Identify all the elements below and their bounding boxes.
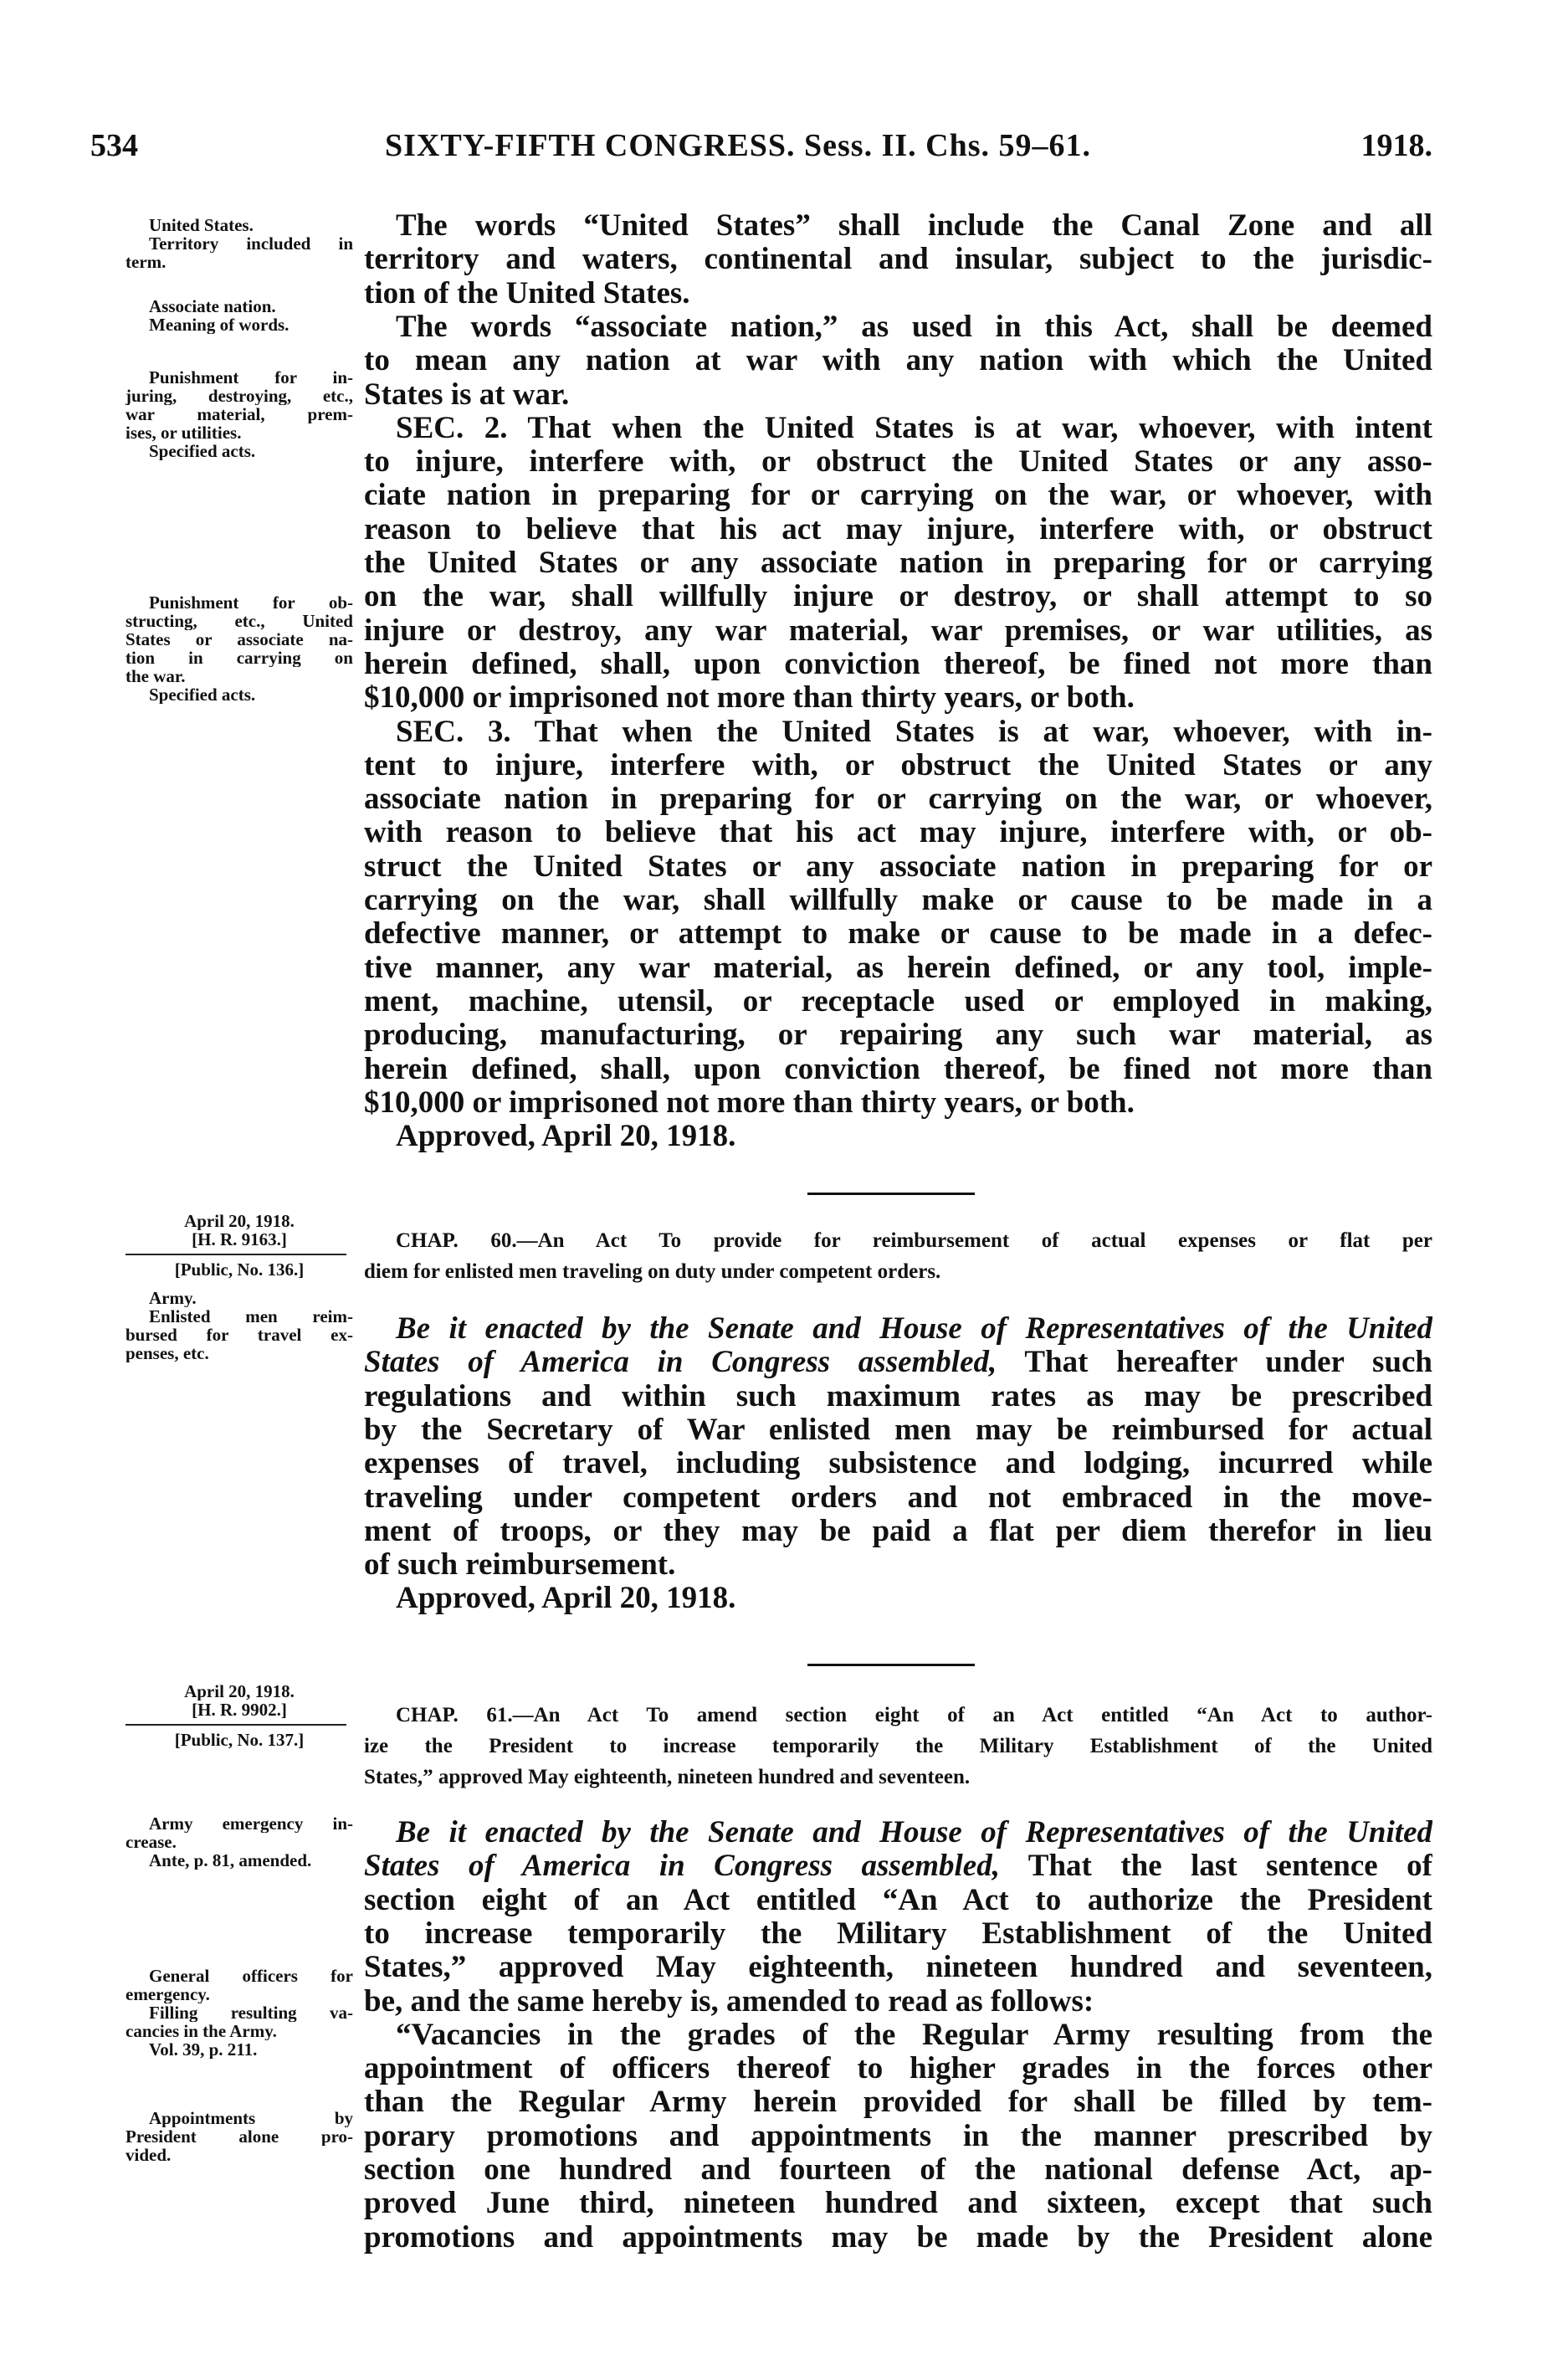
margin-note-line: cancies in the Army. bbox=[126, 2022, 277, 2040]
text-line bbox=[364, 2019, 1432, 2052]
line-text: proved June third, nineteen hundred and sixteen, except that such bbox=[364, 2187, 1432, 2221]
line-text: territory and waters, continental and insular, subject to the jurisdic- bbox=[364, 243, 1432, 277]
text-line bbox=[364, 1951, 1432, 1984]
line-text: to injure, interfere with, or obstruct the United States or any asso- bbox=[364, 445, 1432, 480]
enacting-clause: Be it enacted by the Senate and House of Representatives of the United bbox=[396, 1816, 1432, 1849]
margin-note-line: [H. R. 9902.] bbox=[192, 1701, 287, 1719]
line-text: producing, manufacturing, or repairing any such war material, as bbox=[364, 1018, 1432, 1053]
text-line bbox=[364, 1985, 1432, 2019]
text-line bbox=[364, 1380, 1432, 1413]
margin-note-line: Ante, p. 81, amended. bbox=[149, 1851, 312, 1870]
text-line bbox=[364, 2153, 1432, 2187]
margin-note-line: April 20, 1918. bbox=[184, 1682, 295, 1701]
line-text: traveling under competent orders and not embraced in the move- bbox=[364, 1480, 1432, 1515]
text-line bbox=[364, 1762, 1432, 1793]
margin-note bbox=[126, 1289, 353, 1362]
line-text: promotions and appointments may be made by the President alone bbox=[364, 2220, 1432, 2255]
line-text: by the Secretary of War enlisted men may be reimbursed for actual bbox=[364, 1413, 1432, 1447]
margin-note-line: Vol. 39, p. 211. bbox=[149, 2040, 258, 2059]
public-law-number: [Public, No. 137.] bbox=[174, 1731, 305, 1749]
line-text: defective manner, or attempt to make or cause to be made in a defec- bbox=[364, 917, 1432, 952]
text-line bbox=[364, 850, 1432, 884]
line-text: to increase temporarily the Military Establishment of the United bbox=[364, 1916, 1432, 1951]
text-line bbox=[364, 2221, 1432, 2255]
line-text: reason to believe that his act may injure, interfere with, or obstruct bbox=[364, 512, 1432, 546]
header-title: SIXTY-FIFTH CONGRESS. Sess. II. Chs. 59–61. bbox=[385, 128, 1092, 163]
margin-note-line: Filling resulting va- bbox=[149, 2003, 353, 2022]
line-text: carrying on the war, shall willfully make or cause to be made in a bbox=[364, 884, 1432, 917]
margin-note-line: vided. bbox=[126, 2146, 172, 2164]
line-text: section one hundred and fourteen of the national defense Act, ap- bbox=[364, 2153, 1432, 2187]
text-line bbox=[364, 1884, 1432, 1917]
margin-note-line: General officers for bbox=[149, 1967, 353, 1985]
line-text: Approved, April 20, 1918. bbox=[396, 1582, 736, 1616]
line-text: than the Regular Army herein provided for shall be filled by tem- bbox=[364, 2085, 1432, 2120]
margin-note-line: Appointments by bbox=[149, 2109, 353, 2127]
text-line bbox=[364, 917, 1432, 951]
line-text: of such reimbursement. bbox=[364, 1548, 676, 1583]
margin-rule bbox=[126, 1724, 346, 1726]
page-number: 534 bbox=[90, 128, 138, 163]
text-line bbox=[364, 1731, 1432, 1762]
margin-note-line: Meaning of words. bbox=[149, 315, 290, 334]
text-line bbox=[364, 1849, 1432, 1883]
line-text: herein defined, shall, upon conviction thereof, be fined not more than bbox=[364, 1052, 1432, 1086]
margin-note-line: Territory included in bbox=[149, 234, 353, 253]
text-line bbox=[364, 344, 1432, 377]
text-line bbox=[364, 209, 1432, 243]
line-text: tion of the United States. bbox=[364, 276, 690, 310]
margin-note-line: crease. bbox=[126, 1833, 177, 1851]
text-line bbox=[364, 782, 1432, 816]
line-text: CHAP. 60.—An Act To provide for reimbursement of actual expenses or flat per bbox=[396, 1229, 1432, 1252]
line-text: with reason to believe that his act may injure, interfere with, or ob- bbox=[364, 816, 1432, 850]
margin-note-line: President alone pro- bbox=[126, 2127, 353, 2146]
text-line bbox=[364, 884, 1432, 917]
text-line bbox=[364, 479, 1432, 512]
margin-rule bbox=[126, 1254, 346, 1255]
margin-note-line: ises, or utilities. bbox=[126, 423, 242, 442]
margin-note bbox=[126, 1682, 353, 1749]
text-line bbox=[364, 1120, 1432, 1153]
line-text: SEC. 2. That when the United States is at war, whoever, with intent bbox=[396, 411, 1432, 445]
enacting-clause: Be it enacted by the Senate and House of Representatives of the United bbox=[396, 1312, 1432, 1346]
text-line bbox=[364, 1481, 1432, 1515]
text-line bbox=[364, 1548, 1432, 1582]
line-text: ciate nation in preparing for or carrying on the war, or whoever, with bbox=[364, 479, 1432, 513]
text-line bbox=[364, 985, 1432, 1018]
margin-note bbox=[126, 1212, 353, 1279]
margin-note-line: Enlisted men reim- bbox=[149, 1307, 353, 1326]
margin-note-line: juring, destroying, etc., bbox=[126, 387, 353, 405]
line-text: $10,000 or imprisoned not more than thirty years, or both. bbox=[364, 1085, 1135, 1120]
text-line bbox=[364, 412, 1432, 445]
margin-note-line: Army. bbox=[149, 1289, 197, 1307]
margin-note-line: Associate nation. bbox=[149, 297, 276, 315]
text-line bbox=[364, 2187, 1432, 2220]
text-line bbox=[364, 1447, 1432, 1480]
line-text: That hereafter under such bbox=[997, 1346, 1432, 1380]
margin-note-line: war material, prem- bbox=[126, 405, 353, 423]
text-line bbox=[364, 1256, 1432, 1287]
text-line bbox=[364, 816, 1432, 849]
section-divider bbox=[807, 1193, 975, 1195]
text-line bbox=[364, 2085, 1432, 2119]
line-text: Approved, April 20, 1918. bbox=[396, 1120, 736, 1154]
margin-note bbox=[126, 368, 353, 460]
line-text: “Vacancies in the grades of the Regular Army resulting from the bbox=[396, 2018, 1432, 2052]
text-line bbox=[364, 1346, 1432, 1379]
text-line bbox=[364, 2120, 1432, 2153]
margin-note-line: Punishment for ob- bbox=[149, 593, 353, 612]
running-header bbox=[90, 127, 1432, 169]
line-text: diem for enlisted men traveling on duty under competent orders. bbox=[364, 1260, 941, 1283]
line-text: ment, machine, utensil, or receptacle used or employed in making, bbox=[364, 984, 1432, 1018]
margin-note bbox=[126, 593, 353, 704]
line-text: The words “United States” shall include the Canal Zone and all bbox=[396, 209, 1432, 243]
line-text: appointment of officers thereof to higher grades in the forces other bbox=[364, 2052, 1432, 2086]
margin-note-line: States or associate na- bbox=[126, 630, 353, 649]
text-line bbox=[364, 648, 1432, 681]
margin-note bbox=[126, 216, 353, 271]
margin-note bbox=[126, 1967, 353, 2059]
text-line bbox=[364, 580, 1432, 613]
line-text: The words “associate nation,” as used in this Act, shall be deemed bbox=[396, 310, 1432, 344]
line-text: herein defined, shall, upon conviction thereof, be fined not more than bbox=[364, 647, 1432, 681]
text-line bbox=[364, 243, 1432, 276]
text-line bbox=[364, 1086, 1432, 1120]
line-text: expenses of travel, including subsistence and lodging, incurred while bbox=[364, 1447, 1432, 1481]
text-line bbox=[364, 1312, 1432, 1346]
margin-note-line: bursed for travel ex- bbox=[126, 1326, 353, 1344]
line-text: ize the President to increase temporarily the Military Establishment of the United bbox=[364, 1735, 1432, 1757]
text-line bbox=[364, 952, 1432, 985]
margin-note-line: penses, etc. bbox=[126, 1344, 209, 1362]
margin-note bbox=[126, 297, 353, 334]
line-text: ment of troops, or they may be paid a flat per diem therefor in lieu bbox=[364, 1514, 1432, 1548]
line-text: associate nation in preparing for or carrying on the war, or whoever, bbox=[364, 782, 1432, 817]
text-line bbox=[364, 2052, 1432, 2085]
margin-note bbox=[126, 1814, 353, 1870]
line-text: be, and the same hereby is, amended to read as follows: bbox=[364, 1984, 1094, 2019]
margin-note-line: United States. bbox=[149, 216, 254, 234]
line-text: tive manner, any war material, as herein defined, or any tool, imple- bbox=[364, 951, 1432, 985]
text-line bbox=[364, 1225, 1432, 1256]
text-line bbox=[364, 445, 1432, 479]
margin-note-line: emergency. bbox=[126, 1985, 210, 2003]
line-text: to mean any nation at war with any nation with which the United bbox=[364, 344, 1432, 378]
margin-note-line: Army emergency in- bbox=[149, 1814, 353, 1833]
line-text: regulations and within such maximum rates as may be prescribed bbox=[364, 1379, 1432, 1413]
line-text: States,” approved May eighteenth, nineteen hundred and seventeen. bbox=[364, 1766, 971, 1788]
line-text: tent to injure, interfere with, or obstruct the United States or any bbox=[364, 748, 1432, 782]
text-line bbox=[364, 614, 1432, 648]
margin-note-line: Specified acts. bbox=[149, 442, 256, 460]
line-text: porary promotions and appointments in the manner prescribed by bbox=[364, 2119, 1432, 2153]
margin-note-line: April 20, 1918. bbox=[184, 1212, 295, 1230]
line-text: injure or destroy, any war material, war premises, or war utilities, as bbox=[364, 613, 1432, 648]
section-divider bbox=[807, 1664, 975, 1666]
margin-note-line: Specified acts. bbox=[149, 685, 256, 704]
line-text: States,” approved May eighteenth, nineteen hundred and seventeen, bbox=[364, 1951, 1432, 1985]
line-text: CHAP. 61.—An Act To amend section eight of an Act entitled “An Act to author- bbox=[396, 1704, 1432, 1726]
text-line bbox=[364, 546, 1432, 580]
margin-note-line: tion in carrying on bbox=[126, 649, 353, 667]
margin-note-line: the war. bbox=[126, 667, 186, 685]
text-line bbox=[364, 749, 1432, 782]
text-line bbox=[364, 1582, 1432, 1615]
enacting-clause: States of America in Congress assembled, bbox=[364, 1346, 997, 1380]
text-line bbox=[364, 1917, 1432, 1951]
text-line bbox=[364, 1053, 1432, 1086]
line-text: struct the United States or any associate nation in preparing for or bbox=[364, 849, 1432, 884]
text-line bbox=[364, 1413, 1432, 1447]
header-year: 1918. bbox=[1360, 128, 1432, 163]
line-text: SEC. 3. That when the United States is at war, whoever, with in- bbox=[396, 715, 1432, 749]
line-text: section eight of an Act entitled “An Act to authorize the President bbox=[364, 1883, 1432, 1917]
margin-note bbox=[126, 2109, 353, 2164]
text-line bbox=[364, 1700, 1432, 1731]
text-line bbox=[364, 716, 1432, 749]
text-line bbox=[364, 310, 1432, 344]
text-line bbox=[364, 513, 1432, 546]
margin-note-line: Punishment for in- bbox=[149, 368, 353, 387]
margin-note-line: [H. R. 9163.] bbox=[192, 1230, 287, 1249]
line-text: $10,000 or imprisoned not more than thirty years, or both. bbox=[364, 681, 1135, 716]
text-line bbox=[364, 378, 1432, 412]
line-text: States is at war. bbox=[364, 377, 570, 412]
line-text: on the war, shall willfully injure or destroy, or shall attempt to so bbox=[364, 580, 1432, 614]
margin-note-line: structing, etc., United bbox=[126, 612, 353, 630]
text-line bbox=[364, 1816, 1432, 1849]
public-law-number: [Public, No. 136.] bbox=[174, 1260, 305, 1279]
enacting-clause: States of America in Congress assembled, bbox=[364, 1849, 1000, 1884]
text-line bbox=[364, 277, 1432, 310]
margin-note-line: term. bbox=[126, 253, 167, 271]
text-line bbox=[364, 1018, 1432, 1052]
line-text: the United States or any associate nation in preparing for or carrying bbox=[364, 546, 1432, 580]
text-line bbox=[364, 1515, 1432, 1548]
text-line bbox=[364, 681, 1432, 715]
line-text: That the last sentence of bbox=[999, 1849, 1432, 1884]
